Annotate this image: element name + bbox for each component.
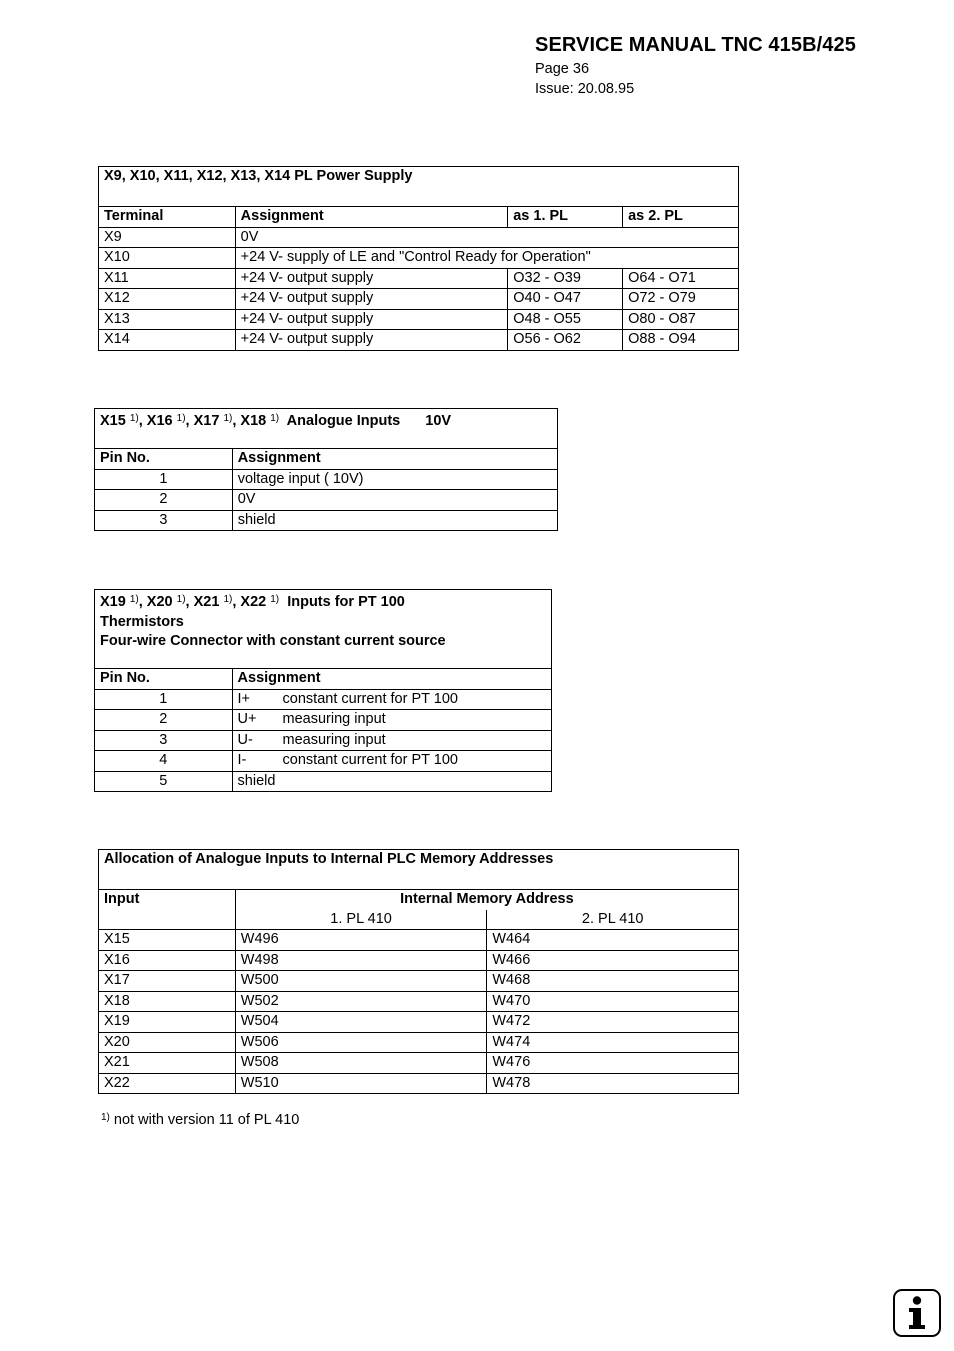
pl2-cell: O80 - O87 <box>623 309 739 330</box>
pl2-cell: O88 - O94 <box>623 330 739 351</box>
assignment-cell: U- measuring input <box>232 730 551 751</box>
terminal-cell: X13 <box>99 309 236 330</box>
table-header-row <box>95 669 552 690</box>
pl1-address-cell: W502 <box>235 991 487 1012</box>
column-header: Terminal <box>99 207 236 228</box>
issue-date: Issue: 20.08.95 <box>535 81 635 97</box>
table-row <box>95 490 558 511</box>
pl1-cell: O32 - O39 <box>508 268 623 289</box>
assignment-cell: +24 V- output supply <box>235 330 508 351</box>
assignment-cell: +24 V- output supply <box>235 309 508 330</box>
pin-cell: 5 <box>95 771 233 792</box>
column-header: as 2. PL <box>623 207 739 228</box>
pl2-address-cell: W466 <box>487 950 739 971</box>
table-subheader-row <box>99 910 739 930</box>
column-header: as 1. PL <box>508 207 623 228</box>
table-row <box>99 971 739 992</box>
footnote-text: not with version 11 of PL 410 <box>109 1112 300 1128</box>
input-cell: X17 <box>99 971 236 992</box>
pl1-cell: O48 - O55 <box>508 309 623 330</box>
allocation-caption: Allocation of Analogue Inputs to Internal PLC Memory Addresses <box>99 850 739 890</box>
table-row <box>99 1032 739 1053</box>
allocation-table <box>98 849 739 1094</box>
pin-cell: 3 <box>95 730 233 751</box>
table-row <box>99 950 739 971</box>
subcolumn-header: 2. PL 410 <box>487 910 739 930</box>
terminal-cell: X12 <box>99 289 236 310</box>
table-row <box>95 510 558 531</box>
table-row <box>95 469 558 490</box>
column-header-input-spacer <box>99 910 236 930</box>
pl1-address-cell: W496 <box>235 930 487 951</box>
column-header: Pin No. <box>95 669 233 690</box>
table-row <box>95 751 552 772</box>
pl2-address-cell: W468 <box>487 971 739 992</box>
pl2-address-cell: W474 <box>487 1032 739 1053</box>
table-row <box>95 689 552 710</box>
pt100-caption: X19 $^{1)}$, X20 $^{1)}$, X21 $^{1)}$, X22 $^{1)}$ Inputs for PT 100 Thermistors Four-wire Connector with constant current source <box>95 590 552 669</box>
pl2-address-cell: W470 <box>487 991 739 1012</box>
pl1-cell: O56 - O62 <box>508 330 623 351</box>
table-header-row <box>99 207 739 228</box>
table-row <box>99 1053 739 1074</box>
assignment-cell: I- constant current for PT 100 <box>232 751 551 772</box>
analogue-inputs-table <box>94 408 558 531</box>
footnote-mark: 1) <box>101 1112 110 1123</box>
page-header <box>535 34 856 99</box>
table-row <box>99 1073 739 1094</box>
column-header-memory: Internal Memory Address <box>235 890 738 910</box>
power-supply-caption: X9, X10, X11, X12, X13, X14 PL Power Supply <box>99 167 739 207</box>
pl2-address-cell: W472 <box>487 1012 739 1033</box>
column-header: Pin No. <box>95 449 233 470</box>
assignment-cell: +24 V- output supply <box>235 289 508 310</box>
column-header-input: Input <box>99 890 236 910</box>
table-row <box>99 930 739 951</box>
pl1-address-cell: W506 <box>235 1032 487 1053</box>
pt100-inputs-table <box>94 589 552 792</box>
analogue-inputs-caption: X15 $^{1)}$, X16 $^{1)}$, X17 $^{1)}$, X18 $^{1)}$ Analogue Inputs 10V <box>95 409 558 449</box>
terminal-cell: X14 <box>99 330 236 351</box>
pin-cell: 1 <box>95 469 233 490</box>
assignment-cell: I+ constant current for PT 100 <box>232 689 551 710</box>
table-row <box>99 330 739 351</box>
subcolumn-header: 1. PL 410 <box>235 910 487 930</box>
pl2-address-cell: W464 <box>487 930 739 951</box>
input-cell: X19 <box>99 1012 236 1033</box>
input-cell: X20 <box>99 1032 236 1053</box>
pl2-cell: O64 - O71 <box>623 268 739 289</box>
pin-cell: 2 <box>95 710 233 731</box>
table-row <box>99 309 739 330</box>
pin-cell: 4 <box>95 751 233 772</box>
pl1-cell: O40 - O47 <box>508 289 623 310</box>
pl1-address-cell: W498 <box>235 950 487 971</box>
column-header: Assignment <box>232 669 551 690</box>
table-header-row <box>95 449 558 470</box>
table-row <box>95 730 552 751</box>
table-header-row <box>99 890 739 910</box>
input-cell: X22 <box>99 1073 236 1094</box>
input-cell: X15 <box>99 930 236 951</box>
power-supply-table <box>98 166 739 351</box>
column-header: Assignment <box>235 207 508 228</box>
assignment-cell: voltage input ( 10V) <box>232 469 557 490</box>
pl1-address-cell: W510 <box>235 1073 487 1094</box>
assignment-cell: +24 V- output supply <box>235 268 508 289</box>
column-header: Assignment <box>232 449 557 470</box>
manual-title: SERVICE MANUAL TNC 415B/425 <box>535 34 856 56</box>
pl1-address-cell: W504 <box>235 1012 487 1033</box>
pl2-cell: O72 - O79 <box>623 289 739 310</box>
input-cell: X18 <box>99 991 236 1012</box>
table-row <box>99 268 739 289</box>
page-number: Page 36 <box>535 61 590 77</box>
table-row <box>99 227 739 248</box>
table-row <box>99 991 739 1012</box>
terminal-cell: X9 <box>99 227 236 248</box>
assignment-cell: 0V <box>235 227 738 248</box>
assignment-cell: U+ measuring input <box>232 710 551 731</box>
terminal-cell: X11 <box>99 268 236 289</box>
pin-cell: 3 <box>95 510 233 531</box>
table-row <box>95 710 552 731</box>
table-row <box>99 289 739 310</box>
pl1-address-cell: W500 <box>235 971 487 992</box>
pl2-address-cell: W478 <box>487 1073 739 1094</box>
pl2-address-cell: W476 <box>487 1053 739 1074</box>
assignment-cell: +24 V- supply of LE and "Control Ready for Operation" <box>235 248 738 269</box>
pin-cell: 1 <box>95 689 233 710</box>
assignment-cell: shield <box>232 510 557 531</box>
footnote <box>101 1112 299 1128</box>
input-cell: X16 <box>99 950 236 971</box>
input-cell: X21 <box>99 1053 236 1074</box>
assignment-cell: 0V <box>232 490 557 511</box>
assignment-cell: shield <box>232 771 551 792</box>
table-row <box>99 1012 739 1033</box>
table-row <box>99 248 739 269</box>
terminal-cell: X10 <box>99 248 236 269</box>
table-row <box>95 771 552 792</box>
pin-cell: 2 <box>95 490 233 511</box>
info-icon <box>893 1289 941 1337</box>
pl1-address-cell: W508 <box>235 1053 487 1074</box>
